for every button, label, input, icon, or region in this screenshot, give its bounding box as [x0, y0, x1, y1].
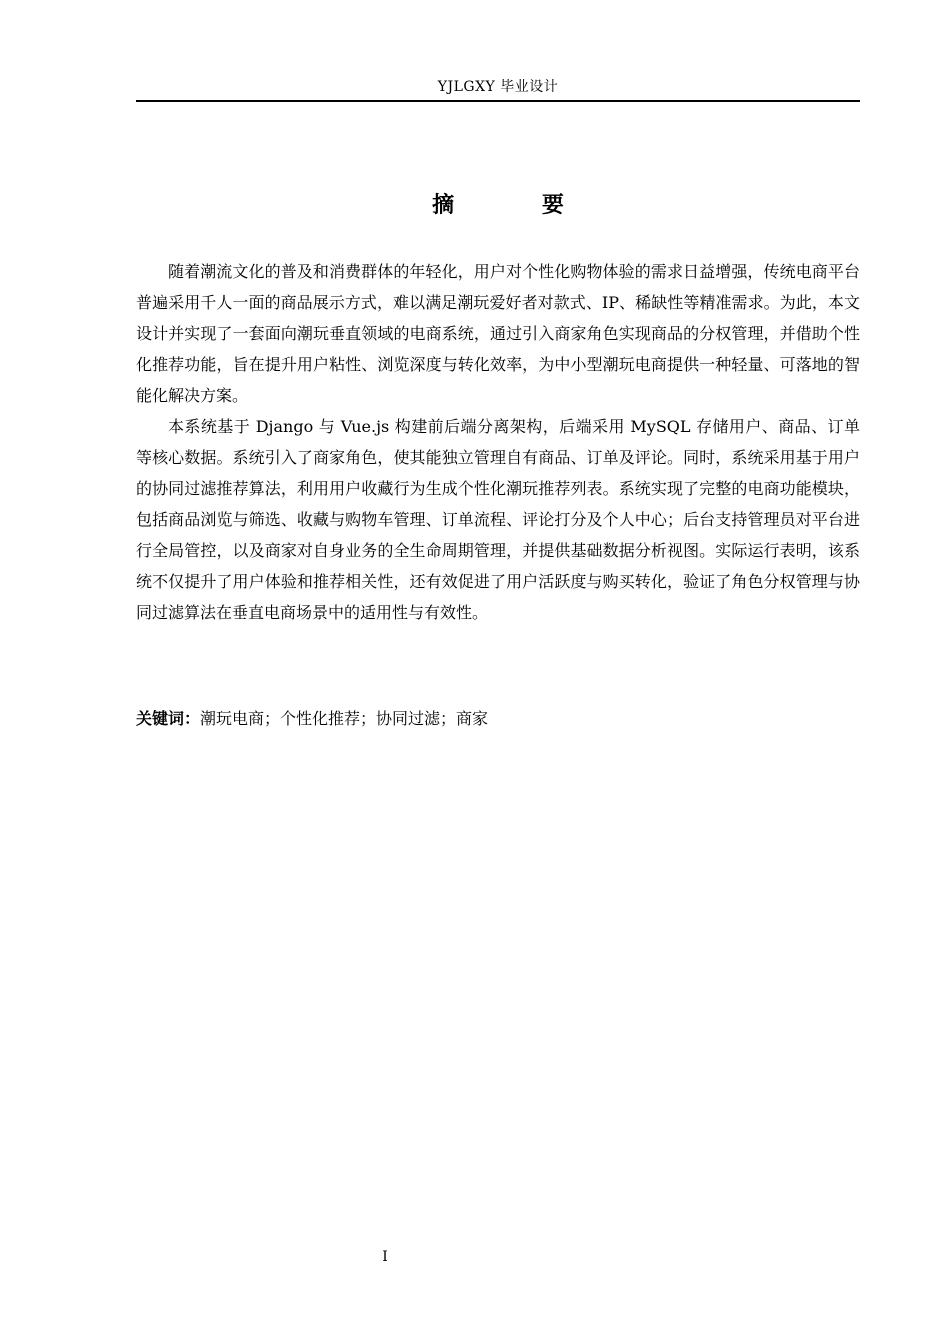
keywords-value: 潮玩电商；个性化推荐；协同过滤；商家: [200, 709, 489, 728]
page-number: I: [382, 1249, 388, 1265]
abstract-body: [136, 256, 860, 628]
keywords-label: 关键词：: [136, 709, 201, 728]
header-divider: [136, 100, 860, 102]
page-header: YJLGXY 毕业设计: [437, 79, 559, 95]
keywords-line: [136, 703, 860, 734]
abstract-paragraph-2: 本系统基于 Django 与 Vue.js 构建前后端分离架构，后端采用 MySQL 存储用户、商品、订单等核心数据。系统引入了商家角色，使其能独立管理自有商品、订单及评论。同时，系统采用基于用户的协同过滤推荐算法，利用用户收藏行为生成个性化潮玩推荐列表。系统实现了完整的电商功能模块，包括商品浏览与筛选、收藏与购物车管理、订单流程、评论打分及个人中心；后台支持管理员对平台进行全局管控，以及商家对自身业务的全生命周期管理，并提供基础数据分析视图。实际运行表明，该系统不仅提升了用户体验和推荐相关性，还有效促进了用户活跃度与购买转化，验证了角色分权管理与协同过滤算法在垂直电商场景中的适用性与有效性。: [136, 417, 860, 622]
abstract-title: 摘 要: [432, 192, 604, 218]
abstract-paragraph-1: 随着潮流文化的普及和消费群体的年轻化，用户对个性化购物体验的需求日益增强，传统电商平台普遍采用千人一面的商品展示方式，难以满足潮玩爱好者对款式、IP、稀缺性等精准需求。为此，本文设计并实现了一套面向潮玩垂直领域的电商系统，通过引入商家角色实现商品的分权管理，并借助个性化推荐功能，旨在提升用户粘性、浏览深度与转化效率，为中小型潮玩电商提供一种轻量、可落地的智能化解决方案。: [136, 262, 860, 405]
